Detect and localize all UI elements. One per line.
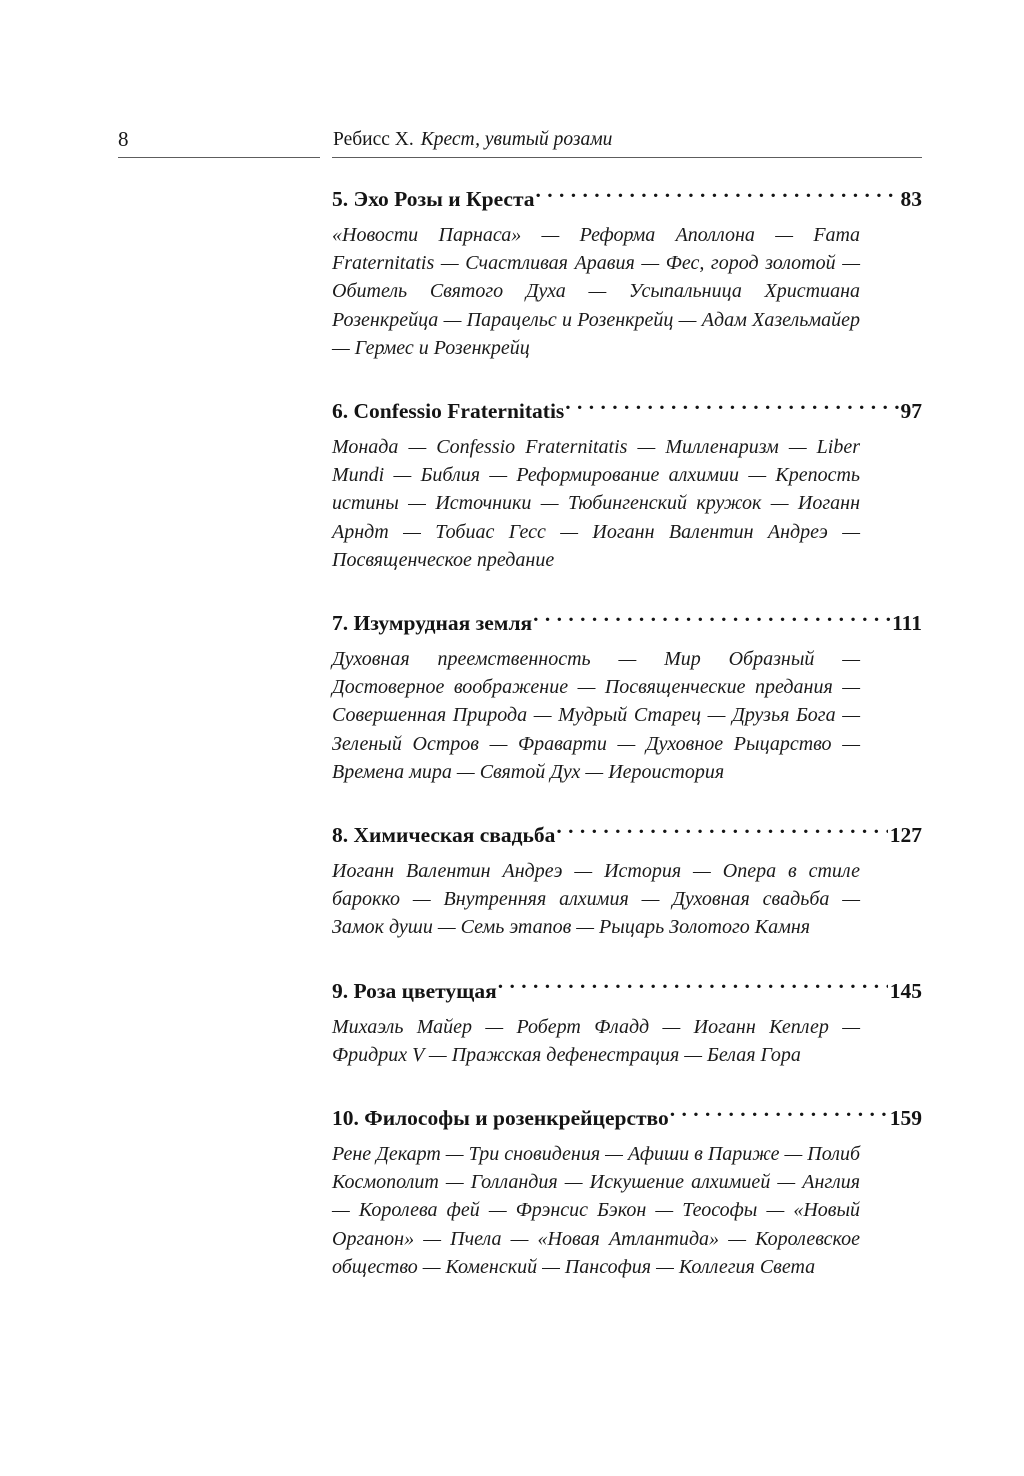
page-number: 8	[118, 127, 129, 151]
toc-entry-page: 145	[889, 978, 922, 1003]
dot-leader	[556, 821, 887, 843]
table-of-contents	[332, 184, 922, 1281]
toc-entry-heading[interactable]	[332, 1103, 922, 1133]
toc-entry-description: Михаэль Майер — Роберт Фладд — Иоганн Кеплер — Фридрих V — Пражская дефенестрация — Белая Гора	[332, 1015, 860, 1066]
toc-entry-page: 159	[889, 1106, 922, 1131]
toc-entry-title: 10. Философы и розенкрейцерство	[332, 1106, 669, 1131]
toc-entry-heading[interactable]	[332, 608, 922, 638]
toc-entry-description: «Новости Парнаса» — Реформа Аполлона — Fama Fraternitatis — Счастливая Аравия — Фес, город золотой — Обитель Святого Духа — Усыпальница Христиана Розенкрейца — Парацельс и Розенкрейц — Адам Хазельмайер — Гермес и Розенкрейц	[332, 224, 860, 359]
toc-entry	[332, 976, 922, 1069]
toc-entry	[332, 1103, 922, 1281]
toc-entry-page: 127	[889, 823, 922, 848]
toc-entry-heading[interactable]	[332, 976, 922, 1006]
header-rule-right	[332, 157, 922, 158]
dot-leader	[565, 397, 898, 419]
dot-leader	[498, 976, 888, 998]
toc-entry-page: 83	[900, 187, 922, 211]
header-rule-left	[118, 157, 320, 158]
dot-leader	[536, 185, 899, 207]
running-title	[333, 127, 612, 153]
toc-entry-heading[interactable]	[332, 820, 922, 850]
toc-entry	[332, 820, 922, 942]
toc-entry	[332, 608, 922, 786]
running-title-author: Ребисс Х.	[333, 129, 414, 150]
toc-entry-title: 6. Confessio Fraternitatis	[332, 399, 565, 424]
dot-leader	[670, 1104, 888, 1126]
dot-leader	[533, 609, 890, 631]
toc-entry-description: Иоганн Валентин Андреэ — История — Опера в стиле барокко — Внутренняя алхимия — Духовная свадьба — Замок души — Семь этапов — Рыцарь Золотого Камня	[332, 860, 860, 939]
toc-entry-description: Рене Декарт — Три сновидения — Афиши в Париже — Полиб Космополит — Голландия — Искушение алхимией — Англия — Королева фей — Фрэнсис Бэкон — Теософы — «Новый Органон» — Пчела — «Новая Атлантида» — Королевское общество — Коменский — Пансофия — Коллегия Света	[332, 1143, 860, 1278]
running-head	[118, 126, 922, 164]
toc-entry-title: 9. Роза цветущая	[332, 978, 497, 1003]
toc-entry	[332, 184, 922, 362]
toc-entry-heading[interactable]	[332, 396, 922, 426]
toc-entry-description: Духовная преемственность — Мир Образный — Достоверное воображение — Посвященческие предания — Совершенная Природа — Мудрый Старец — Друзья Бога — Зеленый Остров — Фраварти — Духовное Рыцарство — Времена мира — Святой Дух — Иероистория	[332, 648, 860, 783]
toc-entry-description: Монада — Confessio Fraternitatis — Милленаризм — Liber Mundi — Библия — Реформирование алхимии — Крепость истины — Источники — Тюбингенский кружок — Иоганн Арндт — Тобиас Гесс — Иоганн Валентин Андреэ — Посвященческое предание	[332, 436, 860, 571]
toc-entry-page: 111	[892, 611, 922, 636]
toc-entry	[332, 396, 922, 574]
toc-entry-title: 7. Изумрудная земля	[332, 611, 533, 636]
toc-entry-title: 8. Химическая свадьба	[332, 823, 556, 848]
toc-entry-title: 5. Эхо Розы и Креста	[332, 187, 535, 211]
toc-entry-heading[interactable]	[332, 184, 922, 214]
running-title-work: Крест, увитый розами	[420, 129, 613, 150]
toc-entry-page: 97	[900, 399, 922, 424]
